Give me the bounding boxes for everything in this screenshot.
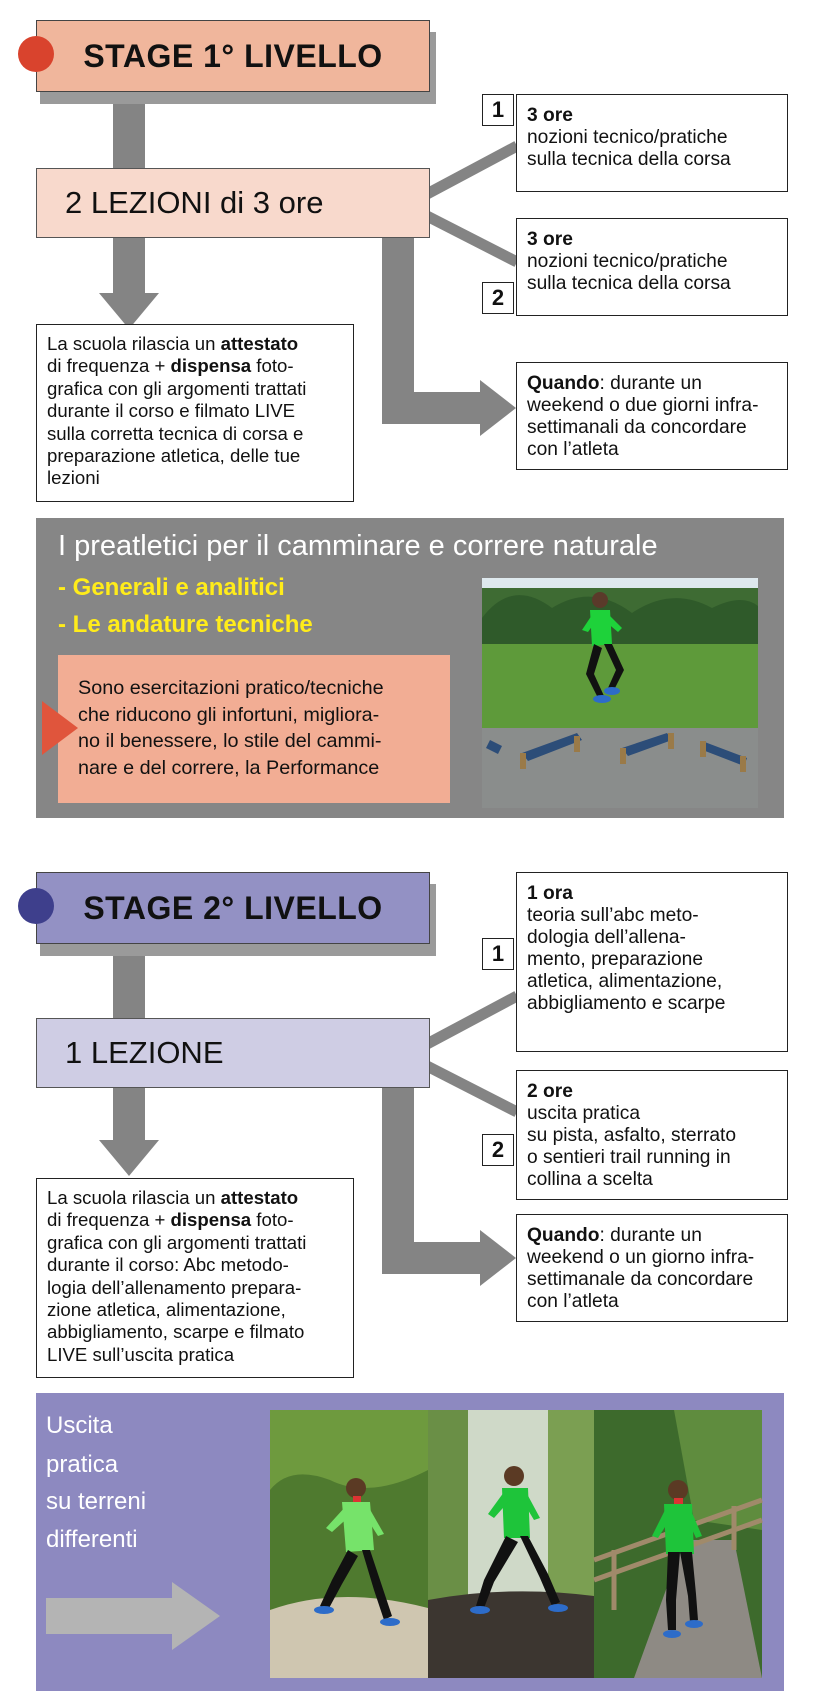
uscita-line3: su terreni [46,1488,147,1515]
stage2-item1-l5: abbigliamento e scarpe [527,993,726,1014]
stage2-when-label: Quando [527,1225,600,1246]
stage2-cert-l4: durante il corso: Abc metodo- [47,1254,289,1276]
stage2-when-l2: weekend o un giorno infra- [527,1247,755,1268]
stage2-when-l1: : durante un [599,1225,702,1246]
stage1-certificate-box [36,324,354,502]
stage1-connector-right-horizontal [382,392,482,424]
stage2-lesson-box: 1 LEZIONE [36,1018,430,1088]
stage1-item1-box [516,94,788,192]
stage2-when-box [516,1214,788,1322]
stage2-item1-hours: 1 ora [527,883,573,904]
stage2-when-l3: settimanale da concordare [527,1269,754,1290]
triangle-pointer-icon [42,701,82,755]
stage2-connector-down [113,1088,145,1142]
preatletici-bullet1: - Generali e analitici [58,574,285,601]
stage2-when-l4: con l’atleta [527,1291,619,1312]
stage1-item2-box [516,218,788,316]
stage2-arrow-right-icon [480,1230,520,1286]
stage1-connector-down [113,238,145,296]
uscita-photo-1 [270,1410,428,1678]
stage2-connector-right-horizontal [382,1242,482,1274]
stage2-arrow-down-icon [99,1140,159,1180]
stage1-connector-top [113,104,145,170]
stage2-item2-box [516,1070,788,1200]
uscita-line2: pratica [46,1451,119,1478]
stage1-cert-p1: La scuola rilascia un [47,333,221,354]
preatletici-title: I preatletici per il camminare e correre naturale [58,530,658,562]
stage1-when-l2: weekend o due giorni infra- [527,395,759,416]
stage2-certificate-box [36,1178,354,1378]
stage2-cert-b1: attestato [220,1187,299,1208]
stage1-cert-l4: durante il corso e filmato LIVE [47,400,296,422]
stage2-item2-number: 2 [482,1134,514,1166]
stage1-cert-b2: dispensa [170,355,252,377]
stage1-cert-l3: grafica con gli argomenti trattati [47,377,307,399]
stage2-cert-p3: foto- [251,1209,294,1231]
stage2-title: STAGE 2° LIVELLO [36,872,430,944]
stage1-when-label: Quando [527,373,600,394]
preatletici-description [58,655,450,803]
stage2-dot [18,888,54,924]
stage2-item1-l3: mento, preparazione [527,949,703,970]
stage2-item2-l3: o sentieri trail running in [527,1147,731,1168]
stage2-cert-l7: abbigliamento, scarpe e filmato [47,1321,305,1343]
stage1-item2-number: 2 [482,282,514,314]
stage1-item1-number: 1 [482,94,514,126]
stage1-arrow-right-icon [480,380,520,436]
uscita-line4: differenti [46,1526,138,1553]
preatletici-desc-l1: Sono esercitazioni pratico/tecniche [78,677,384,699]
stage1-cert-p2: di frequenza + [47,355,171,377]
stage2-item2-l1: uscita pratica [527,1103,641,1124]
stage2-item2-l2: su pista, asfalto, sterrato [527,1125,737,1146]
stage1-cert-l6: preparazione atletica, delle tue [47,445,301,467]
stage2-item2-hours: 2 ore [527,1081,573,1102]
stage1-when-box [516,362,788,470]
stage1-item2-line1: nozioni tecnico/pratiche [527,251,728,272]
stage1-cert-b1: attestato [220,333,299,354]
stage2-item2-l4: collina a scelta [527,1169,653,1190]
uscita-photo-2 [428,1410,594,1678]
stage2-item1-l1: teoria sull’abc meto- [527,905,699,926]
stage2-cert-p1: La scuola rilascia un [47,1187,221,1208]
preatletici-photo [482,578,758,808]
stage1-lesson-box: 2 LEZIONI di 3 ore [36,168,430,238]
stage2-cert-l6: zione atletica, alimentazione, [47,1299,286,1321]
stage1-when-l4: con l’atleta [527,439,619,460]
preatletici-desc-l2: che riducono gli infortuni, migliora- [78,703,380,726]
stage2-cert-l8: LIVE sull’uscita pratica [47,1343,235,1365]
stage1-cert-l5: sulla corretta tecnica di corsa e [47,422,304,444]
stage1-item1-hours: 3 ore [527,105,573,126]
stage1-item1-line2: sulla tecnica della corsa [527,149,731,170]
stage2-cert-p2: di frequenza + [47,1209,171,1231]
preatletici-desc-l4: nare e del correre, la Performance [78,756,380,779]
stage2-item1-l2: dologia dell’allena- [527,927,686,948]
uscita-photo-3 [594,1410,762,1678]
stage2-cert-l3: grafica con gli argomenti trattati [47,1231,307,1253]
stage1-title: STAGE 1° LIVELLO [36,20,430,92]
stage2-cert-b2: dispensa [170,1209,252,1231]
stage1-cert-p3: foto- [251,355,294,377]
stage1-when-l1: : durante un [599,373,702,394]
stage1-item1-line1: nozioni tecnico/pratiche [527,127,728,148]
stage2-item1-box [516,872,788,1052]
stage2-item1-l4: atletica, alimentazione, [527,971,723,992]
stage1-item2-hours: 3 ore [527,229,573,250]
stage2-cert-l5: logia dell’allenamento prepara- [47,1276,302,1298]
stage1-dot [18,36,54,72]
stage1-item2-line2: sulla tecnica della corsa [527,273,731,294]
stage2-connector-top [113,956,145,1020]
stage2-item1-number: 1 [482,938,514,970]
stage1-cert-l7: lezioni [47,467,100,489]
preatletici-bullet2: - Le andature tecniche [58,611,313,638]
uscita-line1: Uscita [46,1412,113,1439]
preatletici-desc-l3: no il benessere, lo stile del cammi- [78,730,382,752]
stage1-when-l3: settimanali da concordare [527,417,747,438]
arrow-right-icon [46,1582,226,1652]
